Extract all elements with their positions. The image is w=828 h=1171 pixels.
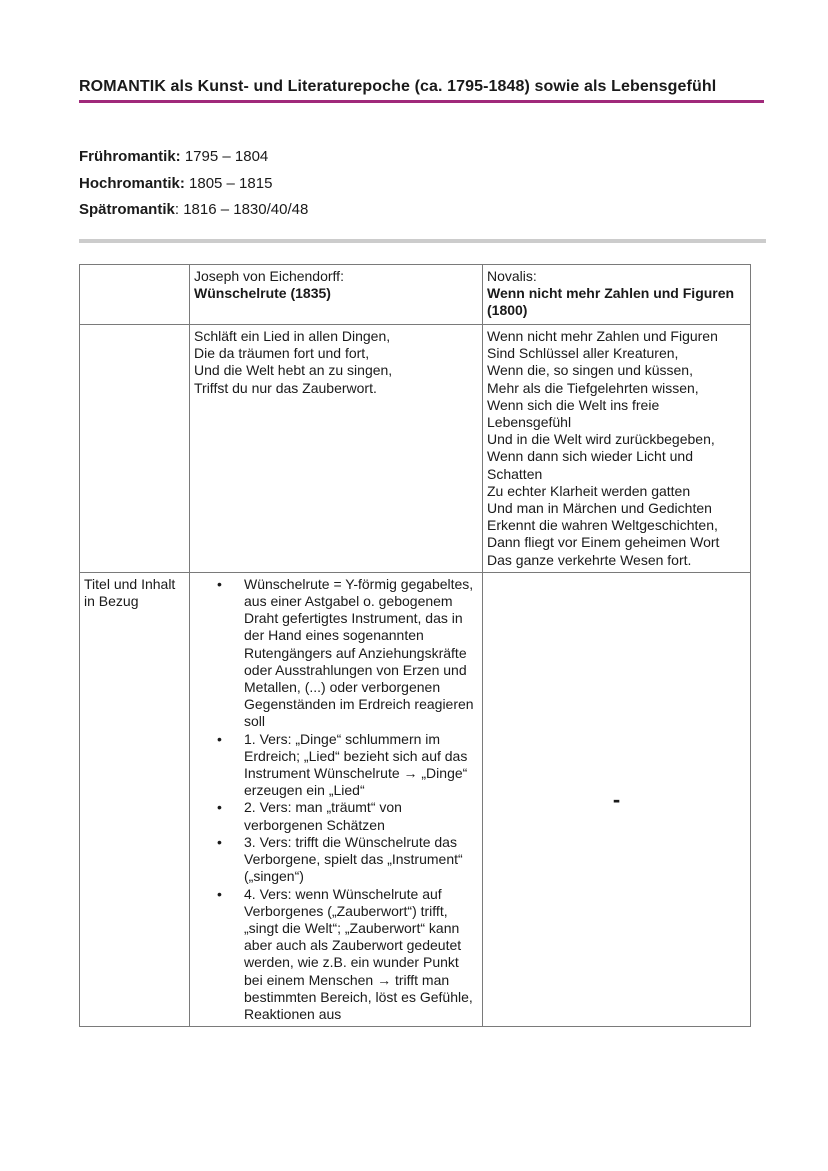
- epoch-item: [79, 144, 308, 171]
- poem2-line: Und man in Märchen und Gedichten: [487, 500, 712, 517]
- analysis-cell: [190, 572, 483, 1026]
- poem2-line: Zu echter Klarheit werden gatten: [487, 482, 691, 499]
- epoch-list: [79, 144, 308, 224]
- epoch-name: Spätromantik: [79, 201, 175, 218]
- poem1-line: Schläft ein Lied in allen Dingen,: [194, 328, 391, 344]
- title-content-row: [80, 572, 751, 1026]
- poem1-line: Triffst du nur das Zauberwort.: [194, 379, 377, 396]
- list-item: • 1. Vers: „Dinge“ schlummern im Erdreich; „Lied“ bezieht sich auf das Instrument Wünschelrute → „Dinge“ erzeugen ein „Lied“: [244, 731, 478, 800]
- epoch-item: [79, 197, 308, 224]
- empty-header-cell: [80, 265, 190, 325]
- list-item: • 2. Vers: man „träumt“ von verborgenen Schätzen: [244, 799, 478, 833]
- epoch-name: Frühromantik:: [79, 148, 181, 165]
- empty-label-cell: [80, 325, 190, 573]
- poem1-text-cell: [190, 325, 483, 573]
- poem2-line: Und in die Welt wird zurückbegeben,: [487, 431, 715, 448]
- epoch-item: [79, 171, 308, 198]
- list-item: • 4. Vers: wenn Wünschelrute auf Verborgenes („Zauberwort“) trifft, „singt die Welt“; „Zauberwort“ kann aber auch als Zauberwort gedeutet werden, wie z.B. ein wunder Punkt bei einem Menschen → trifft man bestimmten Bereich, löst es Gefühle, Reaktionen aus: [244, 886, 478, 1024]
- table-header-row: [80, 265, 751, 325]
- poem2-line: Wenn die, so singen und küssen,: [487, 362, 693, 379]
- poem2-line: Wenn dann sich wieder Licht und Schatten: [487, 448, 693, 482]
- epoch-name: Hochromantik:: [79, 174, 185, 192]
- poem2-line: Wenn nicht mehr Zahlen und Figuren: [487, 328, 718, 344]
- eichendorff-header-cell: [190, 265, 483, 325]
- poem1-title: Wünschelrute (1835): [194, 285, 331, 302]
- poem2-line: Das ganze verkehrte Wesen fort.: [487, 551, 692, 568]
- poem2-text-cell: [483, 325, 751, 573]
- poem2-author: Novalis:: [487, 268, 537, 284]
- poem2-line: Wenn sich die Welt ins freie Lebensgefühl: [487, 396, 660, 431]
- poem2-line: Dann fliegt vor Einem geheimen Wort: [487, 534, 720, 551]
- document-title: ROMANTIK als Kunst- und Literaturepoche (ca. 1795-1848) sowie als Lebensgefühl: [79, 78, 717, 95]
- novalis-analysis-cell: -: [483, 572, 751, 1026]
- poem1-line: Und die Welt hebt an zu singen,: [194, 362, 393, 379]
- section-divider: [79, 239, 766, 243]
- epoch-years: 1805 – 1815: [184, 174, 273, 192]
- poem2-title: Wenn nicht mehr Zahlen und Figuren (1800): [487, 285, 735, 319]
- novalis-header-cell: [483, 265, 751, 325]
- epoch-years: 1795 – 1804: [180, 148, 269, 165]
- analysis-list: [194, 576, 478, 1023]
- poem2-line: Erkennt die wahren Weltgeschichten,: [487, 517, 718, 534]
- title-underline: [79, 100, 764, 103]
- list-item: • 3. Vers: trifft die Wünschelrute das Verborgene, spielt das „Instrument“ („singen“): [244, 834, 478, 886]
- row-label-cell: Titel und Inhalt in Bezug: [80, 572, 190, 1026]
- poem1-line: Die da träumen fort und fort,: [194, 345, 370, 362]
- comparison-table: [79, 264, 751, 1027]
- poem-text-row: [80, 325, 751, 573]
- list-item: • Wünschelrute = Y-förmig gegabeltes, aus einer Astgabel o. gebogenem Draht gefertigtes Instrument, das in der Hand eines sogenannten Rutengängers auf Anziehungskräfte oder Ausstrahlungen von Erzen und Metallen, (...) oder verborgenen Gegenständen im Erdreich reagieren soll: [244, 576, 478, 731]
- poem2-line: Sind Schlüssel aller Kreaturen,: [487, 345, 679, 362]
- poem2-line: Mehr als die Tiefgelehrten wissen,: [487, 379, 699, 396]
- epoch-years: : 1816 – 1830/40/48: [174, 201, 309, 218]
- poem1-author: Joseph von Eichendorff:: [194, 268, 344, 284]
